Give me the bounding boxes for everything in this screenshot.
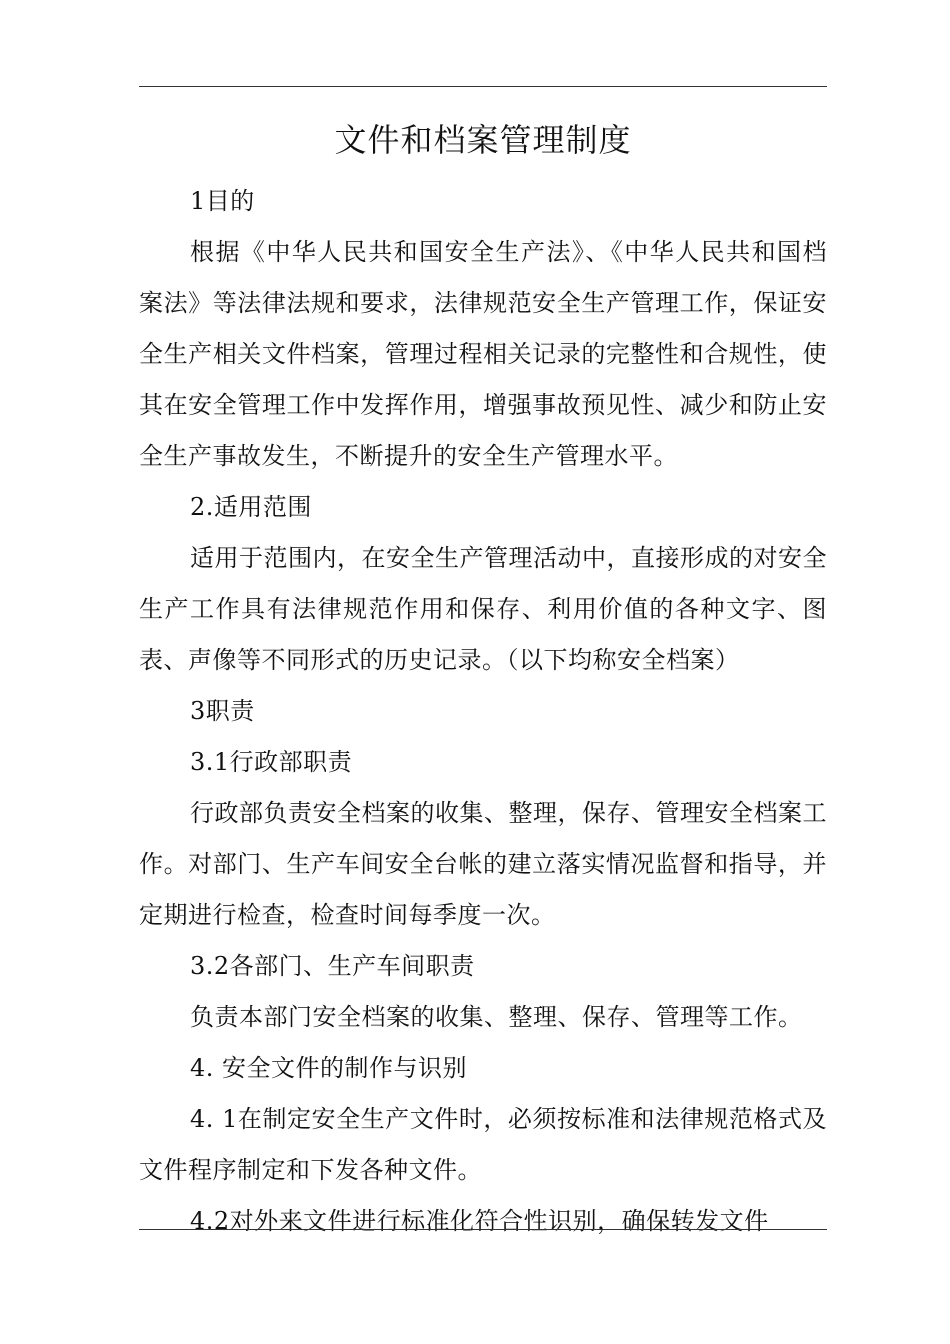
header-rule: [139, 86, 827, 87]
heading-admin-responsibilities: 3.1行政部职责: [190, 748, 353, 776]
heading-purpose: 1目的: [190, 187, 255, 215]
document-title: 文件和档案管理制度: [334, 121, 632, 159]
paragraph-external-documents: 4.2对外来文件进行标准化符合性识别，确保转发文件: [190, 1207, 769, 1235]
paragraph-scope: 适用于范围内，在安全生产管理活动中，直接形成的对安全生产工作具有法律规范作用和保存、利用价值的各种文字、图表、声像等不同形式的历史记录。（以下均称安全档案）: [139, 544, 827, 674]
document-body: [139, 108, 827, 1247]
paragraph-document-creation: 4. 1在制定安全生产文件时，必须按标准和法律规范格式及文件程序制定和下发各种文件。: [139, 1105, 827, 1184]
heading-scope: 2.适用范围: [190, 493, 312, 521]
heading-department-responsibilities: 3.2各部门、生产车间职责: [190, 952, 475, 980]
heading-document-creation: 4. 安全文件的制作与识别: [190, 1054, 468, 1082]
heading-responsibilities: 3职责: [190, 697, 255, 725]
paragraph-purpose: 根据《中华人民共和国安全生产法》、《中华人民共和国档案法》等法律法规和要求，法律规范安全生产管理工作，保证安全生产相关文件档案，管理过程相关记录的完整性和合规性，使其在安全管理工作中发挥作用，增强事故预见性、减少和防止安全生产事故发生，不断提升的安全生产管理水平。: [139, 238, 827, 470]
paragraph-admin-responsibilities: 行政部负责安全档案的收集、整理，保存、管理安全档案工作。对部门、生产车间安全台帐的建立落实情况监督和指导，并定期进行检查，检查时间每季度一次。: [139, 799, 827, 929]
paragraph-department-responsibilities: 负责本部门安全档案的收集、整理、保存、管理等工作。: [190, 1003, 803, 1031]
footer-rule: [139, 1229, 827, 1230]
